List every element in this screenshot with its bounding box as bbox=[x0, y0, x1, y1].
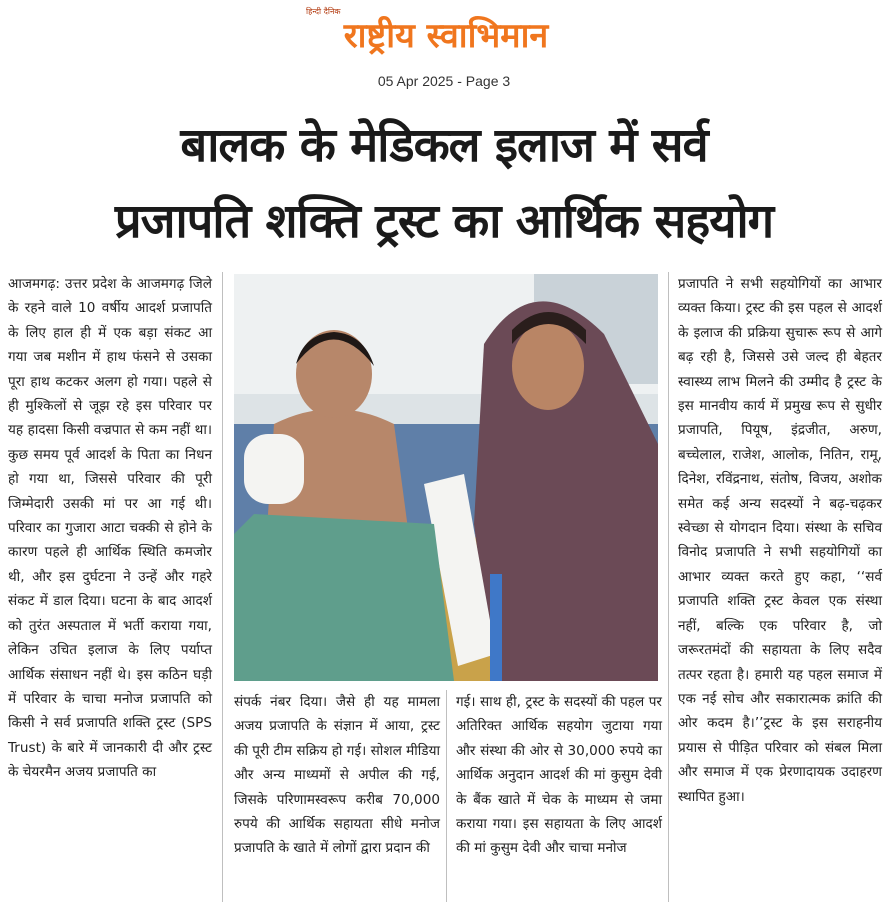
newspaper-logo: राष्ट्रीय स्वाभिमान bbox=[343, 16, 549, 56]
article-column-mid-a: संपर्क नंबर दिया। जैसे ही यह मामला अजय प्रजापति के संज्ञान में आया, ट्रस्ट की पूरी टीम सक्रिय हो गई। सोशल मीडिया और अन्य माध्यमों से अपील की गई, जिसके परिणामस्वरूप करीब 70,000 रुपये की आर्थिक सहायता सीधे मनोज प्रजापति के खाते में लोगों द्वारा प्रदान की bbox=[234, 694, 440, 857]
news-photo bbox=[234, 274, 658, 681]
headline bbox=[0, 108, 888, 260]
date-page-line: 05 Apr 2025 - Page 3 bbox=[377, 73, 511, 89]
article-column-left: आजमगढ़: उत्तर प्रदेश के आजमगढ़ जिले के रहने वाले 10 वर्षीय आदर्श प्रजापति के लिए हाल ही में एक बड़ा संकट आ गया जब मशीन में हाथ फंसने से उसका पूरा हाथ कटकर अलग हो गया। पहले से ही मुश्किलों से जूझ रहे इस परिवार पर यह हादसा किसी वज्रपात से कम नहीं था। कुछ समय पूर्व आदर्श के पिता का निधन हो गया था, जिससे परिवार की पूरी जिम्मेदारी उसकी मां पर आ गई थी। परिवार का गुजारा आटा चक्की से होने के कारण पहले ही आर्थिक स्थिति कमजोर थी, और इस दुर्घटना ने उन्हें और गहरे संकट में डाल दिया। घटना के बाद आदर्श को तुरंत अस्पताल में भर्ती कराया गया, लेकिन उचित इलाज के लिए पर्याप्त आर्थिक संसाधन नहीं थे। इस कठिन घड़ी में परिवार के चाचा मनोज प्रजापति को किसी ने सर्व प्रजापति शक्ति ट्रस्ट (SPS Trust) के बारे में जानकारी दी और ट्रस्ट के चेयरमैन अजय प्रजापति का bbox=[8, 276, 212, 781]
article-column-mid-b: गई। साथ ही, ट्रस्ट के सदस्यों की पहल पर अतिरिक्त आर्थिक सहयोग जुटाया गया और संस्था की ओर से 30,000 रुपये का आर्थिक अनुदान आदर्श की मां कुसुम देवी के बैंक खाते में चेक के माध्यम से जमा कराया गया। इस सहायता के लिए आदर्श की मां कुसुम देवी और चाचा मनोज bbox=[456, 694, 662, 857]
masthead bbox=[0, 0, 888, 98]
column-divider bbox=[668, 272, 669, 902]
column-divider bbox=[222, 272, 223, 902]
article-column-right: प्रजापति ने सभी सहयोगियों का आभार व्यक्त किया। ट्रस्ट की इस पहल से आदर्श के इलाज की प्रक्रिया सुचारू रूप से आगे बढ़ रही है, जिससे उसे जल्द ही बेहतर स्वास्थ्य लाभ मिलने की उम्मीद है ट्रस्ट के इस मानवीय कार्य में प्रमुख रूप से सुधीर प्रजापति, पियूष, इंद्रजीत, अरुण, बच्चेलाल, राजेश, आलोक, नितिन, रामू, दिनेश, रविंद्रनाथ, संतोष, विजय, अशोक समेत कई अन्य सदस्यों ने बढ़-चढ़कर स्वेच्छा से योगदान दिया। संस्था के सचिव विनोद प्रजापति ने सभी सहयोगियों का आभार व्यक्त करते हुए कहा, ‘‘सर्व प्रजापति शक्ति ट्रस्ट केवल एक संस्था नहीं, बल्कि एक परिवार है, जो जरूरतमंदों की सहायता के लिए सदैव तत्पर रहता है। हमारी यह पहल समाज में एक नई सोच और सकारात्मक क्रांति की ओर कदम है।’’ट्रस्ट के इस सराहनीय प्रयास से पीड़ित परिवार को संबल मिला और समाज में एक प्रेरणादायक उदाहरण स्थापित हुआ। bbox=[678, 276, 882, 805]
hospital-photo-illustration bbox=[234, 274, 658, 681]
headline-line-1: बालक के मेडिकल इलाज में सर्व bbox=[180, 118, 708, 173]
photo-mother-face bbox=[512, 322, 584, 410]
photo-boy-shorts bbox=[234, 514, 454, 681]
column-divider bbox=[446, 690, 447, 902]
masthead-pretitle: हिन्दी दैनिक bbox=[306, 7, 341, 16]
photo-bed-rail bbox=[490, 574, 502, 681]
headline-line-2: प्रजापति शक्ति ट्रस्ट का आर्थिक सहयोग bbox=[114, 194, 774, 249]
photo-bandage-left bbox=[244, 434, 304, 504]
